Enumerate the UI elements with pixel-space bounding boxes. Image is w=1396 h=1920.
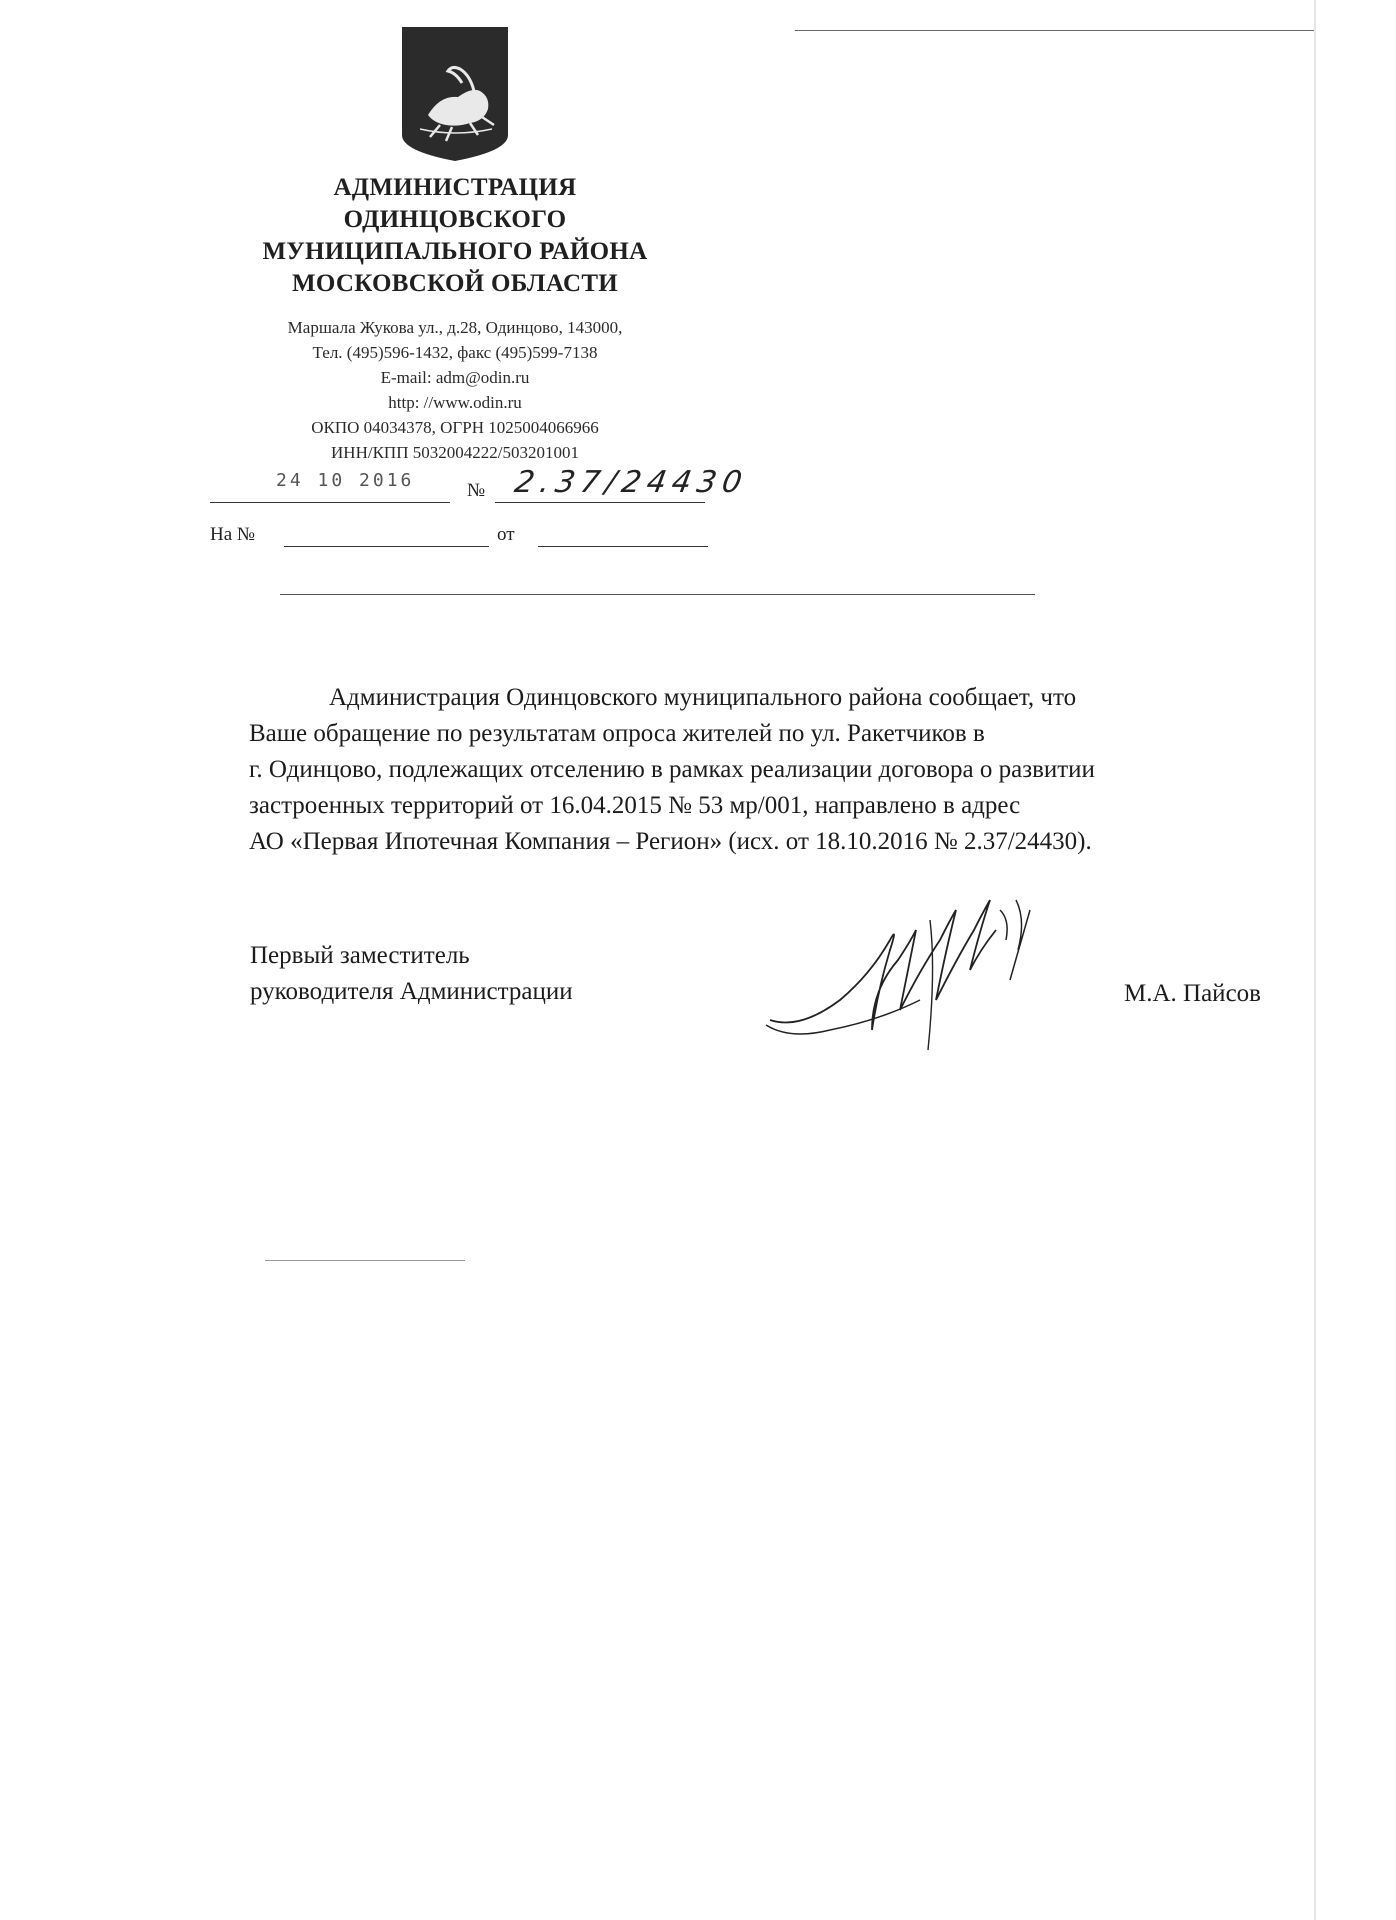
page-edge [1314, 0, 1316, 1920]
body-line: Администрация Одинцовского муниципального района сообщает, что [329, 684, 1077, 711]
email-line: E-mail: adm@odin.ru [380, 368, 530, 387]
signatory-name: М.А. Пайсов [1124, 980, 1261, 1007]
signatory-title [250, 938, 573, 1010]
inn-kpp-line: ИНН/КПП 5032004222/503201001 [331, 443, 579, 462]
reply-number-underline [284, 546, 489, 547]
okpo-ogrn-line: ОКПО 04034378, ОГРН 1025004066966 [311, 418, 599, 437]
org-name-line: ОДИНЦОВСКОГО [343, 206, 567, 233]
scan-artifact-line [265, 1260, 465, 1261]
reply-number-label: На № [210, 524, 256, 545]
org-name-line: АДМИНИСТРАЦИЯ [333, 174, 577, 201]
letter-body [249, 680, 1324, 860]
outgoing-number: 2.37/24430 [511, 465, 751, 500]
body-line: застроенных территорий от 16.04.2015 № 53 мр/001, направлено в адрес [249, 792, 1021, 819]
date-stamp: 24 10 2016 [276, 470, 415, 491]
signatory-title-line: руководителя Администрации [250, 978, 573, 1005]
handwritten-signature [760, 880, 1100, 1060]
scan-divider-line [280, 594, 1035, 595]
coat-of-arms-icon [400, 25, 510, 163]
reply-date-underline [538, 546, 708, 547]
signatory-title-line: Первый заместитель [250, 942, 470, 969]
website-line: http: //www.odin.ru [388, 393, 522, 412]
address-line: Маршала Жукова ул., д.28, Одинцово, 143000, [287, 318, 623, 337]
body-line: АО «Первая Ипотечная Компания – Регион» (исх. от 18.10.2016 № 2.37/24430). [249, 828, 1092, 855]
number-underline [495, 502, 705, 503]
body-line: г. Одинцово, подлежащих отселению в рамках реализации договора о развитии [249, 756, 1095, 783]
number-label: № [467, 480, 486, 501]
phone-line: Тел. (495)596-1432, факс (495)599-7138 [312, 343, 598, 362]
date-underline [210, 502, 450, 503]
org-name-line: МУНИЦИПАЛЬНОГО РАЙОНА [262, 238, 648, 265]
org-name-line: МОСКОВСКОЙ ОБЛАСТИ [291, 270, 619, 297]
body-line: Ваше обращение по результатам опроса жителей по ул. Ракетчиков в [249, 720, 985, 747]
scan-top-line [795, 30, 1315, 31]
reply-date-label: от [497, 524, 515, 545]
